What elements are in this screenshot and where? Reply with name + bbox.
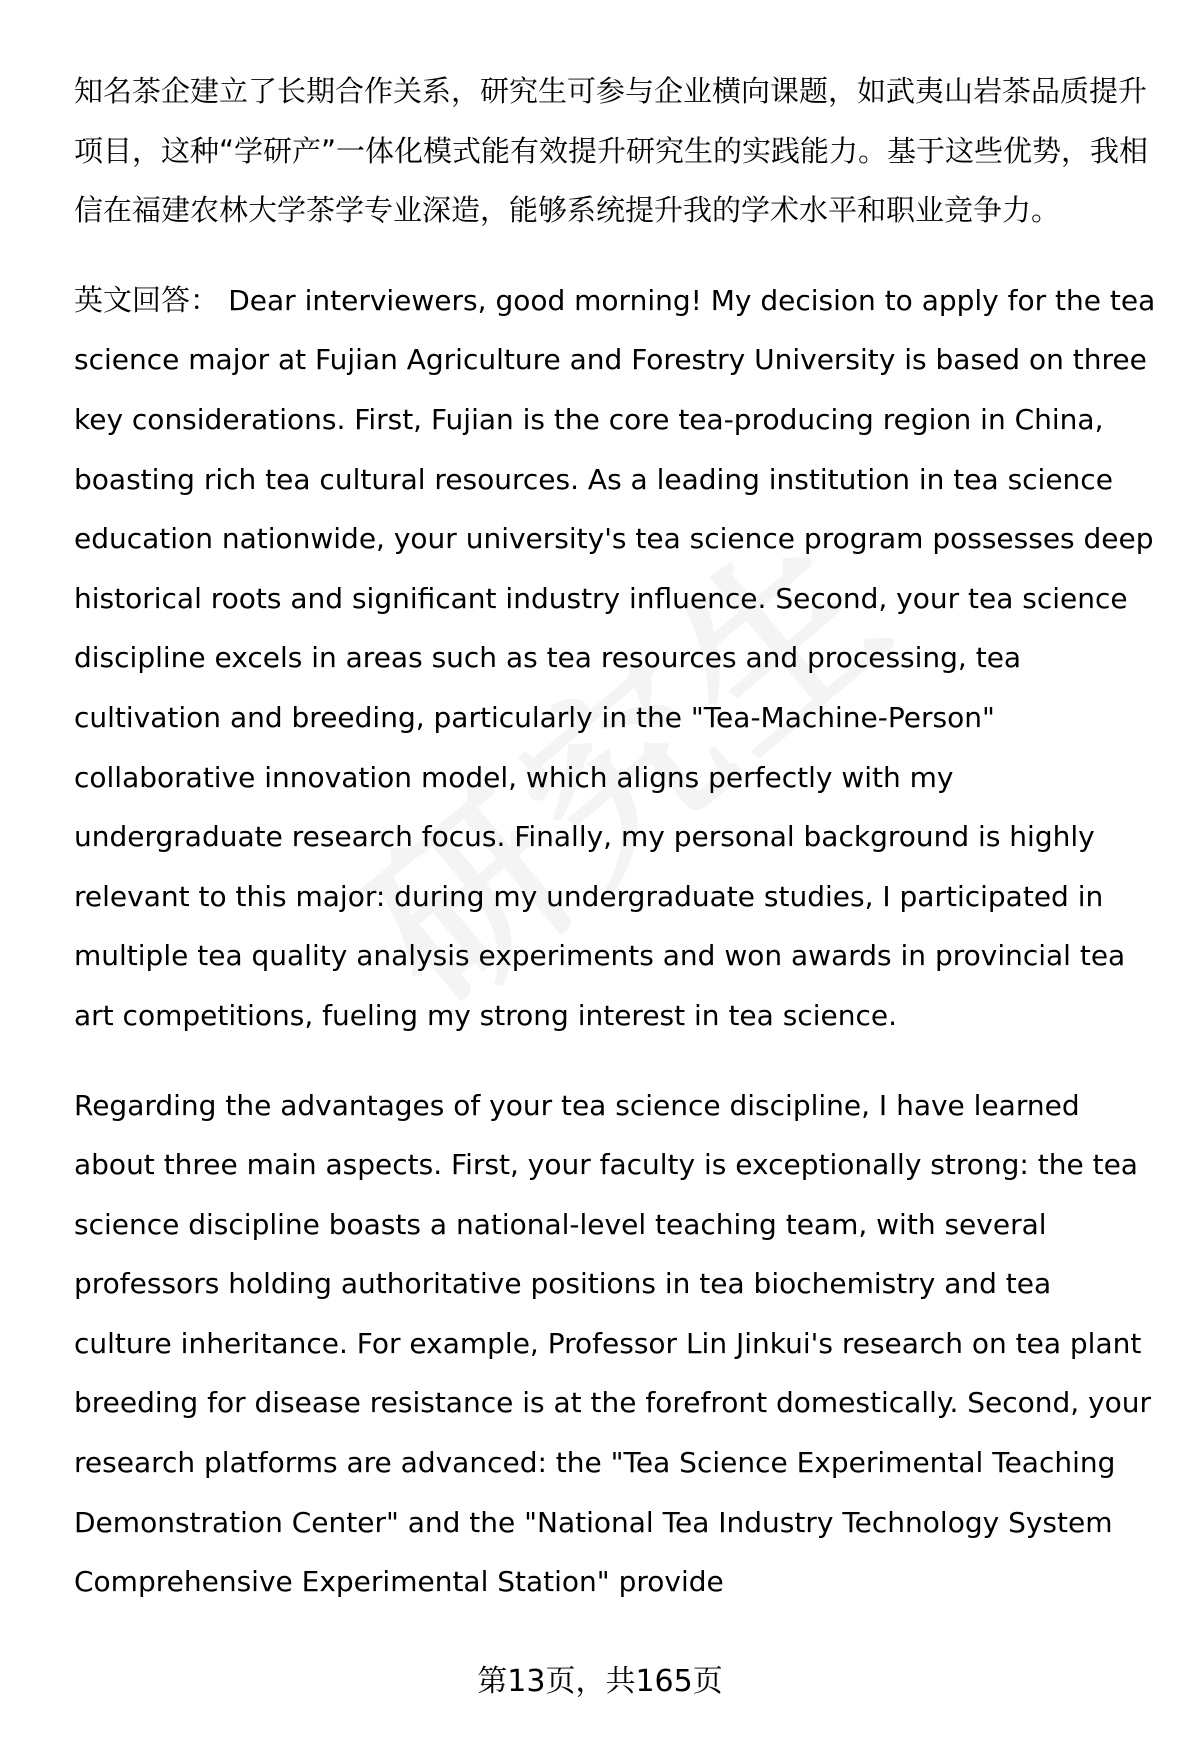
document-body [74, 62, 1156, 1642]
paragraph-discipline-advantages [74, 1076, 1156, 1612]
paragraph-chinese-answer [74, 62, 1156, 241]
english-answer-label: 英文回答： [74, 282, 220, 317]
paragraph-text: 知名茶企建立了长期合作关系，研究生可参与企业横向课题，如武夷山岩茶品质提升项目，这种“学研产”一体化模式能有效提升研究生的实践能力。基于这些优势，我相信在福建农林大学茶学专业深造，能够系统提升我的学术水平和职业竞争力。 [74, 74, 1149, 228]
paragraph-text: Regarding the advantages of your tea science discipline, I have learned about three main aspects. First, your faculty is exceptionally strong: the tea science discipline boasts a national-level teaching team, with several professors holding authoritative positions in tea biochemistry and tea culture inheritance. For example, Professor Lin Jinkui's research on tea plant breeding for disease resistance is at the forefront domestically. Second, your research platforms are advanced: the "Tea Science Experimental Teaching Demonstration Center" and the "National Tea Industry Technology System Comprehensive Experimental Station" provide [74, 1088, 1152, 1599]
paragraph-text: Dear interviewers, good morning! My decision to apply for the tea science major at Fujian Agriculture and Forestry University is based on three key considerations. First, Fujian is the core tea-producing region in China, boasting rich tea cultural resources. As a leading institution in tea science education nationwide, your university's tea science program possesses deep historical roots and significant industry influence. Second, your tea science discipline excels in areas such as tea resources and processing, tea cultivation and breeding, particularly in the "Tea-Machine-Person" collaborative innovation model, which aligns perfectly with my undergraduate research focus. Finally, my personal background is highly relevant to this major: during my undergraduate studies, I participated in multiple tea quality analysis experiments and won awards in provincial tea art competitions, fueling my strong interest in tea science. [74, 283, 1156, 1032]
paragraph-english-answer [74, 271, 1156, 1046]
page-number: 第13页，共165页 [477, 1664, 723, 1699]
